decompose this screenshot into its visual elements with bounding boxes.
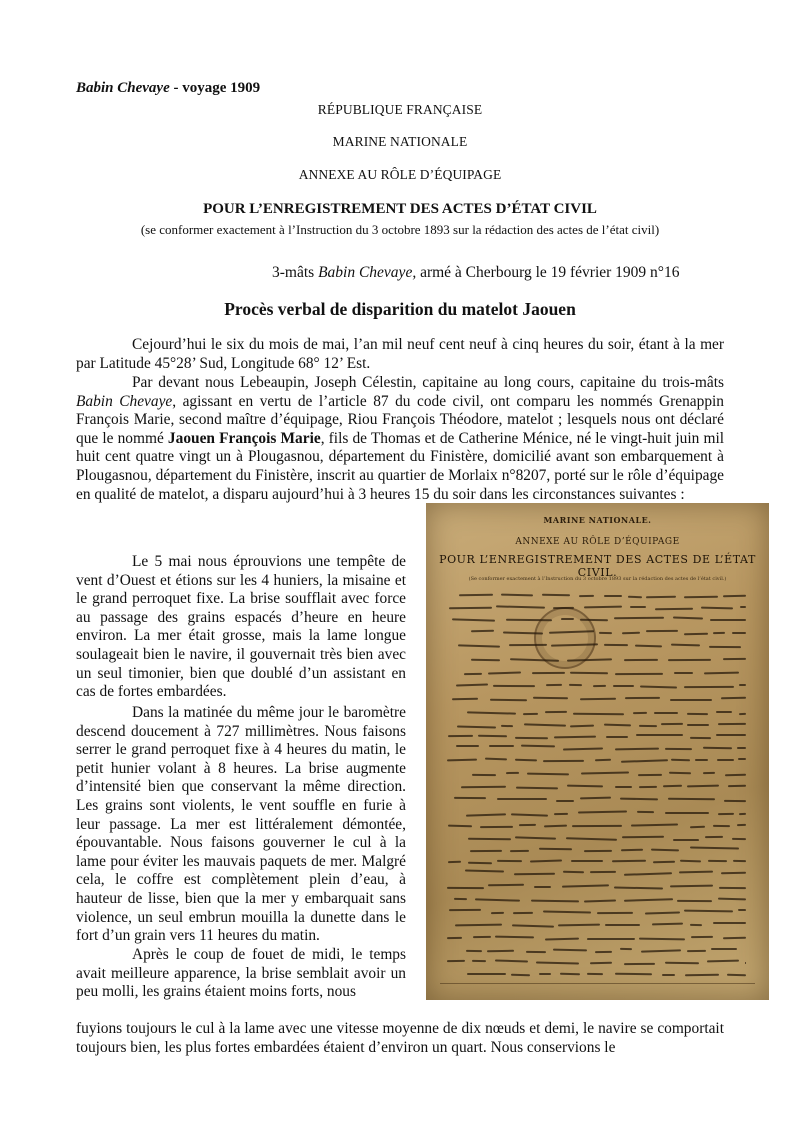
handwriting-stroke [578, 811, 627, 813]
handwriting-stroke [448, 734, 473, 736]
paragraph-2-ship: Babin Chevaye [76, 392, 173, 410]
handwriting-stroke [514, 873, 555, 875]
handwriting-stroke [639, 937, 685, 939]
handwriting-stroke [531, 899, 579, 901]
heading-annexe: ANNEXE AU RÔLE D’ÉQUIPAGE [298, 167, 502, 182]
handwriting-stroke [687, 724, 709, 726]
handwriting-stroke [621, 759, 668, 762]
handwriting-stroke [473, 936, 491, 938]
handwriting-stroke [620, 948, 632, 950]
handwriting-stroke [563, 870, 584, 872]
handwriting-stroke [638, 774, 662, 776]
handwriting-stroke [584, 606, 622, 608]
handwriting-stroke [703, 772, 715, 774]
handwriting-stroke [651, 848, 679, 850]
document-header [76, 80, 260, 97]
paragraph-3: Le 5 mai nous éprouvions une tempête de vent d’Ouest et étions sur les 4 huniers, la misaine et le grand perroquet fixe. La brise soufflait avec force au passage des grains espacés d’heure en heure environ. La mer était grosse, mais la lame longue soulageait bien le navire, il gouvernait très bien avec un seul timonier, bien que doublé d’un assistant en cas de fortes embardées. [76, 553, 406, 701]
handwriting-stroke [503, 632, 543, 635]
handwriting-stroke [472, 960, 486, 962]
handwriting-stroke [563, 747, 603, 750]
handwriting-stroke [454, 898, 467, 900]
handwriting-stroke [468, 838, 511, 840]
handwriting-stroke [447, 886, 484, 888]
paragraph-5: Après le coup de fouet de midi, le temps avait meilleure apparence, la brise semblait avoir un peu molli, les grains étaient moins forts, nous [76, 946, 406, 1001]
handwriting-stroke [620, 797, 658, 799]
handwriting-stroke [606, 736, 628, 738]
ship-line [272, 264, 680, 282]
handwriting-stroke [566, 837, 617, 840]
handwriting-stroke [718, 723, 746, 725]
handwriting-stroke [515, 737, 548, 739]
handwriting-stroke [546, 684, 562, 686]
handwriting-stroke [487, 672, 520, 675]
handwriting-stroke [738, 758, 746, 760]
handwriting-stroke [614, 617, 664, 619]
handwriting-stroke [740, 606, 746, 608]
handwriting-stroke [485, 758, 507, 760]
handwriting-stroke [684, 909, 733, 911]
handwriting-stroke [521, 745, 555, 747]
paragraph-4: Dans la matinée du même jour le baromètre descend doucement à 727 millimètres. Nous faisons serrer le grand perroquet fixe à 4 heures du matin, le petit hunier volant à 8 heures. La brise augmente d’intensité bien que conservant la même direction. Les grains sont violents, le vent souffle en furie à leur passage. La mer est littéralement démontée, épouvantable. Nous faisons gouverner le cul à la lame pour éviter les mauvais paquets de mer. Malgré cela, le coffre est complètement plein d’eau, à hauteur de lisse, bien que la mer y embarquait sans violence, un seul embrun mouilla la dunette dans le fort d’un grain vers 11 heures du matin. [76, 704, 406, 945]
handwriting-stroke [461, 786, 506, 788]
handwriting-stroke [703, 746, 732, 748]
handwriting-stroke [495, 960, 528, 962]
handwriting-stroke [621, 848, 643, 850]
handwriting-stroke [569, 683, 582, 685]
handwriting-stroke [739, 813, 746, 815]
paragraph-2-name: Jaouen François Marie [167, 429, 321, 447]
handwriting-stroke [553, 949, 587, 951]
handwriting-stroke [674, 672, 693, 674]
handwriting-stroke [593, 685, 606, 687]
paragraph-1: Cejourd’hui le six du mois de mai, l’an mil neuf cent neuf à cinq heures du soir, étant à la mer par Latitude 45°28’ Sud, Longitude 68° 12’ Est. [76, 336, 724, 372]
handwriting-stroke [534, 886, 551, 888]
handwriting-stroke [539, 973, 551, 975]
handwriting-stroke [684, 632, 708, 634]
handwriting-stroke [718, 813, 734, 815]
handwriting-stroke [670, 885, 713, 887]
paragraph-2 [76, 374, 724, 504]
handwriting-stroke [506, 772, 519, 774]
handwriting-stroke [536, 961, 579, 963]
handwriting-stroke [713, 922, 746, 924]
handwriting-stroke [654, 712, 678, 714]
handwriting-stroke [497, 860, 522, 862]
handwriting-stroke [466, 813, 506, 816]
handwriting-stroke [637, 811, 654, 813]
handwriting-stroke [713, 632, 725, 634]
handwriting-stroke [472, 774, 496, 776]
handwriting-stroke [716, 711, 732, 713]
ship-line-suffix: armé à Cherbourg le 19 février 1909 n°16 [416, 264, 680, 281]
handwriting-stroke [679, 871, 713, 873]
handwriting-stroke [708, 860, 727, 862]
handwriting-stroke [545, 937, 579, 939]
handwriting-stroke [707, 959, 739, 961]
handwriting-stroke [687, 950, 706, 952]
handwriting-stroke [724, 800, 746, 802]
handwriting-stroke [495, 935, 534, 937]
handwriting-stroke [562, 885, 609, 888]
handwriting-stroke [456, 745, 479, 747]
handwriting-stroke [513, 912, 533, 914]
handwriting-stroke [447, 960, 465, 962]
handwriting-stroke [490, 699, 527, 701]
handwriting-stroke [711, 948, 737, 950]
handwriting-stroke [452, 619, 495, 622]
handwriting-stroke [723, 595, 746, 597]
handwriting-stroke [599, 632, 612, 634]
handwriting-stroke [655, 608, 693, 610]
handwriting-stroke [470, 850, 502, 852]
handwriting-stroke [587, 973, 603, 975]
photo-heading-annexe: ANNEXE AU RÔLE D’ÉQUIPAGE [515, 537, 680, 547]
handwriting-stroke [615, 748, 659, 750]
handwriting-stroke [604, 723, 631, 725]
handwriting-stroke [471, 630, 494, 632]
heading-republique: RÉPUBLIQUE FRANÇAISE [317, 102, 483, 117]
paragraph-2-b: , agissant en vertu de l’article 87 du code civil, ont comparu les nommés Grenappin François Marie, second maître d’équipage, Riou François Théodore, matelot ; lesquels nous ont déclaré que le nommé [76, 392, 724, 447]
photo-heading-title: POUR L’ENREGISTREMENT DES ACTES DE L’ÉTAT CIVIL. [439, 553, 756, 579]
handwriting-stroke [624, 962, 655, 964]
handwriting-stroke [646, 596, 676, 598]
handwriting-stroke [725, 773, 746, 775]
handwriting-stroke [519, 824, 536, 826]
handwriting-stroke [719, 887, 746, 889]
handwriting-stroke [721, 697, 746, 699]
handwriting-stroke [668, 798, 715, 800]
paragraph-2-a: Par devant nous Lebeaupin, Joseph Célestin, capitaine au long cours, capitaine du trois-mâts [132, 374, 724, 391]
handwriting-stroke [510, 850, 529, 852]
handwriting-stroke [515, 759, 537, 761]
handwriting-stroke [663, 785, 682, 787]
handwriting-stroke [544, 825, 567, 827]
handwriting-stroke [561, 618, 574, 620]
handwriting-stroke [727, 973, 746, 975]
handwriting-stroke [475, 898, 520, 901]
handwriting-stroke [511, 973, 530, 975]
handwriting-stroke [595, 758, 611, 760]
handwriting-stroke [723, 657, 746, 659]
handwriting-stroke [526, 950, 546, 952]
handwriting-stroke [595, 950, 612, 952]
handwriting-stroke [669, 772, 691, 774]
handwriting-stroke [641, 949, 681, 952]
handwriting-stroke [558, 924, 600, 926]
handwriting-stroke [467, 712, 516, 715]
handwriting-stroke [501, 725, 513, 727]
handwriting-stroke [467, 973, 506, 975]
handwriting-stroke [723, 937, 746, 939]
handwriting-stroke [579, 595, 594, 597]
handwriting-stroke [738, 909, 746, 911]
handwriting-stroke [690, 847, 739, 850]
handwriting-stroke [670, 699, 712, 701]
handwriting-stroke [560, 973, 580, 975]
handwriting-stroke [580, 797, 611, 799]
handwriting-stroke [468, 862, 492, 864]
handwriting-stroke [614, 886, 663, 889]
handwriting-stroke [661, 723, 683, 725]
handwriting-stroke [543, 760, 584, 762]
handwriting-stroke [665, 812, 709, 814]
handwriting-stroke [572, 825, 622, 827]
handwriting-stroke [613, 685, 634, 687]
handwriting-stroke [452, 698, 478, 700]
handwriting-stroke [640, 685, 677, 688]
handwriting-stroke [627, 596, 641, 598]
handwriting-stroke [589, 871, 615, 873]
handwriting-stroke [709, 646, 741, 648]
handwriting-stroke [570, 672, 608, 674]
photo-heading-marine: MARINE NATIONALE. [543, 515, 652, 525]
handwriting-stroke [466, 950, 482, 952]
handwriting-stroke [636, 734, 683, 736]
photo-footer-rule [440, 983, 755, 984]
handwriting-stroke [448, 861, 461, 863]
heading-marine: MARINE NATIONALE [332, 134, 468, 149]
handwriting-stroke [644, 911, 679, 914]
handwriting-stroke [630, 606, 646, 608]
handwriting-stroke [635, 645, 662, 647]
handwriting-stroke [459, 594, 493, 596]
header-voyage: - voyage 1909 [169, 80, 261, 96]
handwriting-stroke [523, 713, 538, 715]
handwriting-stroke [624, 659, 658, 661]
handwriting-stroke [567, 784, 603, 786]
handwriting-stroke [448, 825, 472, 827]
handwriting-stroke [717, 759, 734, 761]
manuscript-photo [426, 503, 769, 1000]
handwriting-stroke [539, 847, 572, 849]
handwriting-stroke [533, 697, 568, 699]
handwriting-stroke [456, 684, 488, 687]
handwriting-stroke [668, 659, 711, 661]
handwriting-stroke [732, 632, 746, 634]
handwriting-stroke [471, 659, 500, 661]
proces-verbal-title: Procès verbal de disparition du matelot Jaouen [224, 299, 576, 319]
handwriting-stroke [684, 685, 734, 687]
handwriting-stroke [615, 673, 663, 675]
handwriting-stroke [732, 838, 746, 840]
handwriting-stroke [677, 899, 712, 901]
handwriting-stroke [604, 644, 628, 646]
handwriting-stroke [516, 787, 558, 789]
handwriting-stroke [622, 631, 640, 633]
handwriting-stroke [515, 836, 556, 839]
handwriting-stroke [612, 859, 646, 861]
handwriting-stroke [530, 859, 562, 861]
handwriting-stroke [687, 785, 719, 787]
handwriting-stroke [584, 900, 616, 903]
handwriting-stroke [718, 898, 746, 900]
handwriting-stroke [615, 972, 652, 974]
handwriting-stroke [573, 713, 624, 715]
handwriting-stroke [449, 909, 481, 911]
handwriting-stroke [488, 884, 524, 886]
handwriting-stroke [690, 826, 705, 828]
paragraph-2-c: , fils de Thomas et de Catherine Ménice, né le vingt-huit juin mil huit cent quatre vingt un à Plougasnou, département du Finistère, domicilié avant son embarquement à Plougasnou, département du Finistère, inscrit au quartier de Morlaix n°8207, porté sur le rôle d’équipage en qualité de matelot, a disparu aujourd’hui à 3 heures 15 du soir dans les circonstances suivantes : [76, 429, 724, 503]
handwriting-stroke [691, 936, 713, 938]
handwriting-stroke [745, 962, 746, 964]
handwriting-stroke [684, 595, 718, 597]
handwriting-stroke [554, 735, 596, 737]
handwriting-stroke [739, 713, 746, 715]
handwriting-stroke [496, 606, 545, 609]
handwriting-stroke [690, 736, 711, 738]
handwriting-stroke [737, 747, 746, 749]
handwriting-stroke [624, 872, 672, 875]
handwriting-stroke [615, 786, 632, 788]
handwriting-stroke [512, 924, 554, 927]
handwriting-stroke [542, 594, 570, 596]
handwriting-stroke [570, 724, 594, 726]
handwriting-stroke [705, 836, 723, 838]
handwriting-stroke [631, 824, 678, 827]
handwriting-stroke [690, 924, 702, 926]
ship-line-prefix: 3-mâts [272, 264, 319, 281]
handwriting-stroke [543, 910, 591, 913]
handwriting-stroke [695, 759, 708, 761]
handwriting-stroke [639, 785, 657, 787]
handwriting-stroke [728, 784, 746, 786]
handwriting-stroke [447, 759, 477, 761]
handwriting-stroke [571, 860, 603, 862]
handwriting-stroke [646, 630, 678, 632]
handwriting-stroke [665, 748, 692, 750]
document-title: POUR L’ENREGISTREMENT DES ACTES D’ÉTAT CIVIL [203, 201, 597, 217]
handwriting-stroke [501, 593, 533, 595]
handwriting-stroke [665, 961, 699, 963]
handwriting-stroke [632, 712, 646, 714]
handwriting-stroke [673, 617, 703, 620]
handwriting-stroke [652, 923, 683, 925]
handwriting-stroke [622, 836, 664, 838]
handwriting-stroke [480, 826, 513, 828]
handwriting-stroke [465, 870, 504, 873]
handwriting-stroke [584, 850, 612, 852]
handwriting-stroke [567, 658, 612, 661]
handwriting-stroke [721, 872, 746, 874]
handwriting-stroke [671, 759, 690, 761]
handwriting-stroke [673, 838, 699, 840]
handwriting-stroke [653, 860, 675, 862]
handwriting-stroke [701, 606, 733, 608]
handwriting-stroke [581, 771, 629, 774]
handwriting-stroke [464, 673, 482, 675]
header-ship-name: Babin Chevaye [76, 80, 170, 96]
instruction-note: (se conformer exactement à l’Instruction du 3 octobre 1893 sur la rédaction des actes de l’état civil) [140, 222, 660, 237]
handwriting-stroke [491, 911, 504, 913]
handwriting-stroke [605, 924, 640, 926]
handwriting-stroke [739, 683, 746, 685]
handwriting-stroke [710, 619, 746, 621]
handwriting-stroke [457, 725, 496, 728]
handwriting-stroke [493, 684, 535, 686]
handwriting-stroke [511, 813, 548, 816]
handwriting-stroke [454, 924, 501, 926]
handwriting-stroke [590, 961, 612, 963]
handwriting-stroke [597, 912, 633, 914]
handwriting-stroke [532, 671, 565, 673]
handwriting-stroke [685, 974, 719, 976]
handwriting-stroke [737, 824, 746, 826]
handwriting-stroke [449, 606, 492, 608]
handwriting-stroke [704, 671, 739, 673]
handwriting-stroke [580, 698, 616, 700]
handwriting-stroke [716, 734, 746, 736]
handwriting-stroke [524, 724, 566, 727]
handwriting-stroke [454, 797, 486, 799]
handwriting-stroke [587, 938, 635, 940]
handwriting-stroke [625, 697, 660, 699]
handwriting-stroke [604, 595, 622, 597]
handwriting-stroke [639, 725, 657, 727]
handwriting-stroke [687, 712, 708, 714]
handwriting-stroke [713, 825, 730, 827]
handwriting-stroke [671, 643, 700, 645]
handwriting-stroke [458, 644, 500, 647]
handwriting-stroke [506, 619, 552, 621]
handwriting-stroke [556, 800, 574, 802]
handwriting-stroke [624, 899, 673, 902]
handwriting-stroke [478, 735, 507, 737]
handwriting-stroke [554, 813, 568, 815]
handwriting-stroke [497, 798, 547, 800]
handwriting-stroke [662, 974, 675, 976]
handwriting-stroke [487, 950, 514, 952]
handwriting-stroke [733, 860, 746, 862]
paragraph-5-continued: fuyions toujours le cul à la lame avec une vitesse moyenne de dix nœuds et demi, le navire se comportait toujours bien, les plus fortes embardées étaient d’environ un quart. Nous conservions le [76, 1020, 724, 1056]
photo-heading-note: (Se conformer exactement à l’Instruction du 3 octobre 1893 sur la rédaction des actes de l’état civil.) [468, 576, 727, 582]
handwriting-stroke [447, 937, 462, 939]
handwriting-stroke [489, 745, 514, 747]
handwriting-stroke [545, 711, 567, 713]
handwriting-stroke [527, 773, 569, 775]
ship-line-ship: Babin Chevaye, [318, 264, 417, 281]
handwriting-stroke [509, 658, 558, 661]
handwriting-stroke [680, 859, 701, 861]
